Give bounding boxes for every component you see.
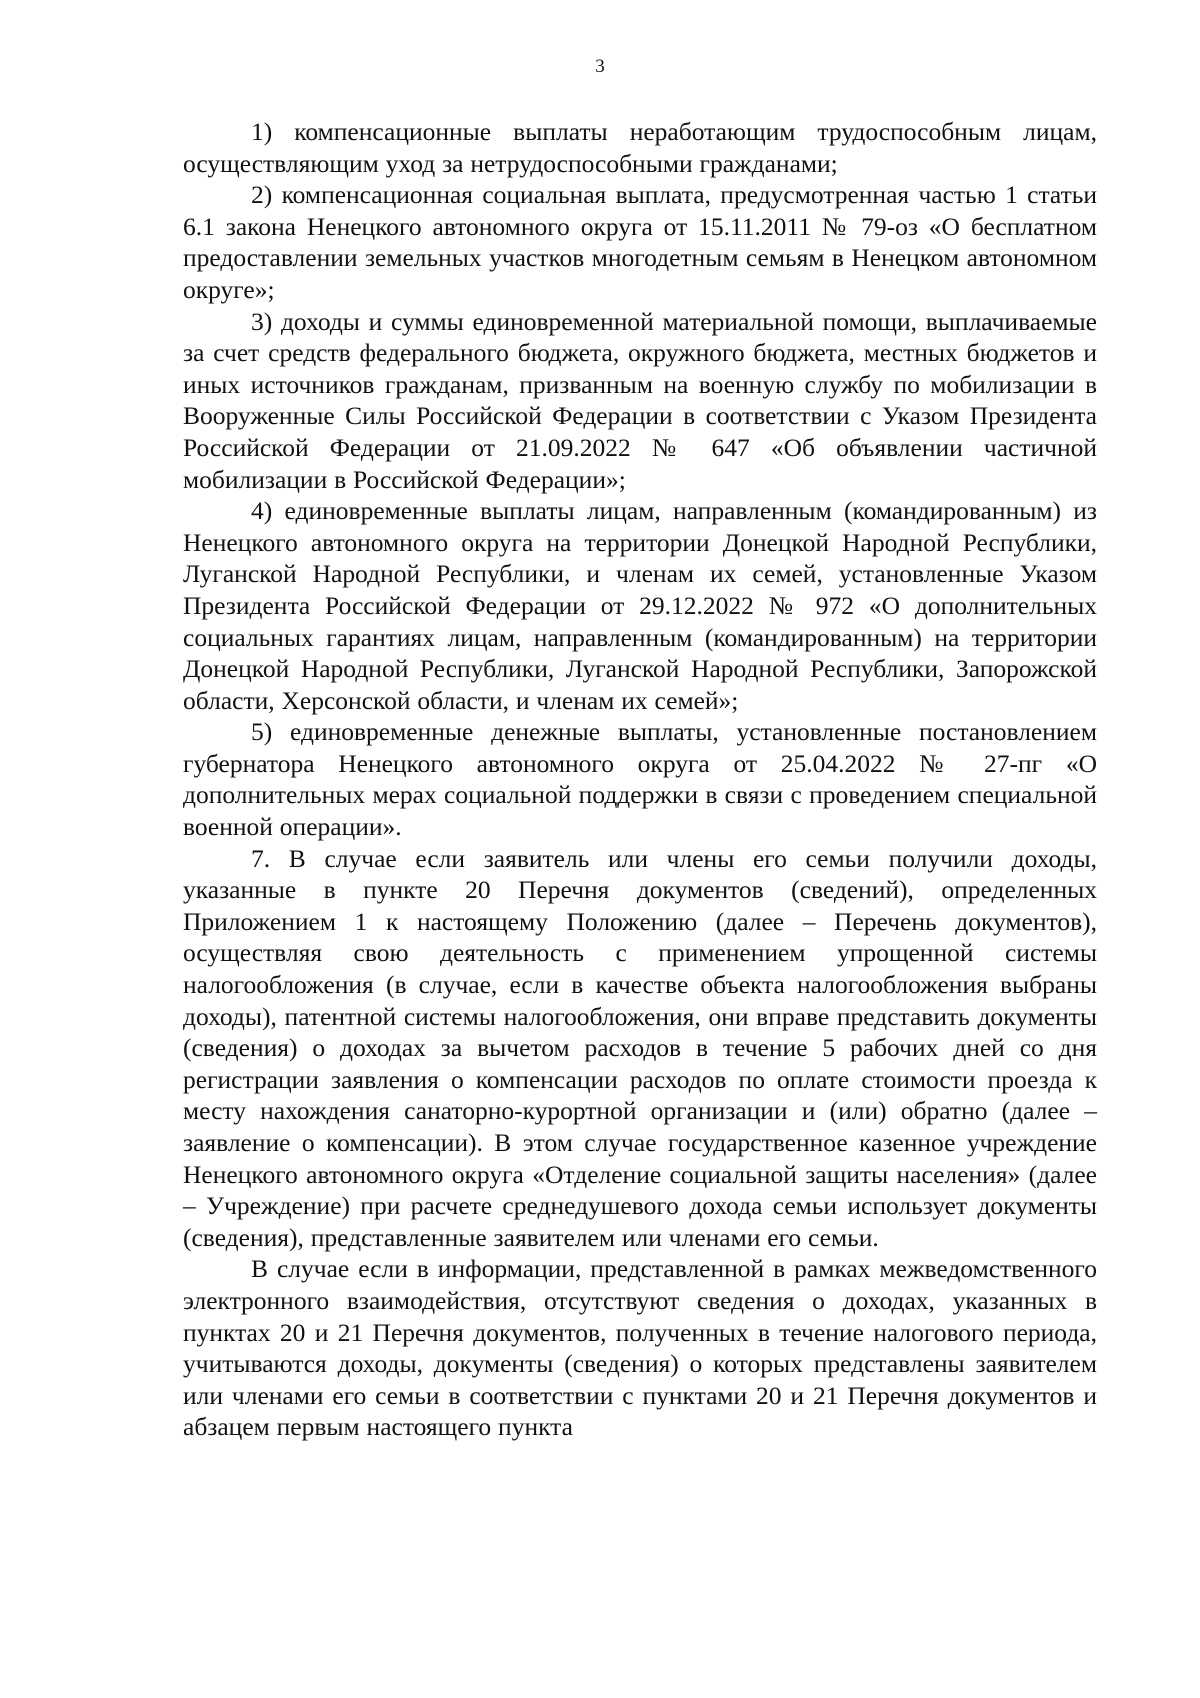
paragraph-item-4: 4) единовременные выплаты лицам, направленным (командированным) из Ненецкого автономного округа на территории Донецкой Народной Республики, Луганской Народной Республики, и членам их семей, установленные Указом Президента Российской Федерации от 29.12.2022 № 972 «О дополнительных социальных гарантиях лицам, направленным (командированным) на территории Донецкой Народной Республики, Луганской Народной Республики, Запорожской области, Херсонской области, и членам их семей»; — [183, 496, 1097, 715]
paragraph-item-3: 3) доходы и суммы единовременной материальной помощи, выплачиваемые за счет средств федерального бюджета, окружного бюджета, местных бюджетов и иных источников гражданам, призванным на военную службу по мобилизации в Вооруженные Силы Российской Федерации в соответствии с Указом Президента Российской Федерации от 21.09.2022 № 647 «Об объявлении частичной мобилизации в Российской Федерации»; — [183, 306, 1097, 494]
paragraph-item-5: 5) единовременные денежные выплаты, установленные постановлением губернатора Ненецкого автономного округа от 25.04.2022 № 27-пг «О дополнительных мерах социальной поддержки в связи с проведением специальной военной операции». — [183, 717, 1097, 842]
paragraph-item-2: 2) компенсационная социальная выплата, предусмотренная частью 1 статьи 6.1 закона Ненецкого автономного округа от 15.11.2011 № 79-оз «О бесплатном предоставлении земельных участков многодетным семьям в Ненецком автономном округе»; — [183, 180, 1097, 304]
page-number: 3 — [595, 56, 605, 77]
paragraph-clause-7: 7. В случае если заявитель или члены его семьи получили доходы, указанные в пункте 20 Перечня документов (сведений), определенных Приложением 1 к настоящему Положению (далее – Перечень документов), осуществляя свою деятельность с применением упрощенной системы налогообложения (в случае, если в качестве объекта налогообложения выбраны доходы), патентной системы налогообложения, они вправе представить документы (сведения) о доходах за вычетом расходов в течение 5 рабочих дней со дня регистрации заявления о компенсации расходов по оплате стоимости проезда к месту нахождения санаторно-курортной организации и (или) обратно (далее – заявление о компенсации). В этом случае государственное казенное учреждение Ненецкого автономного округа «Отделение социальной защиты населения» (далее – Учреждение) при расчете среднедушевого дохода семьи использует документы (сведения), представленные заявителем или членами его семьи. — [183, 843, 1097, 1252]
paragraph-item-1: 1) компенсационные выплаты неработающим трудоспособным лицам, осуществляющим уход за нетрудоспособными гражданами; — [183, 117, 1097, 178]
paragraph-clause-7-continued: В случае если в информации, представленной в рамках межведомственного электронного взаимодействия, отсутствуют сведения о доходах, указанных в пунктах 20 и 21 Перечня документов, полученных в течение налогового периода, учитываются доходы, документы (сведения) о которых представлены заявителем или членами его семьи в соответствии с пунктами 20 и 21 Перечня документов и абзацем первым настоящего пункта — [183, 1254, 1097, 1442]
document-body — [183, 116, 1097, 1443]
